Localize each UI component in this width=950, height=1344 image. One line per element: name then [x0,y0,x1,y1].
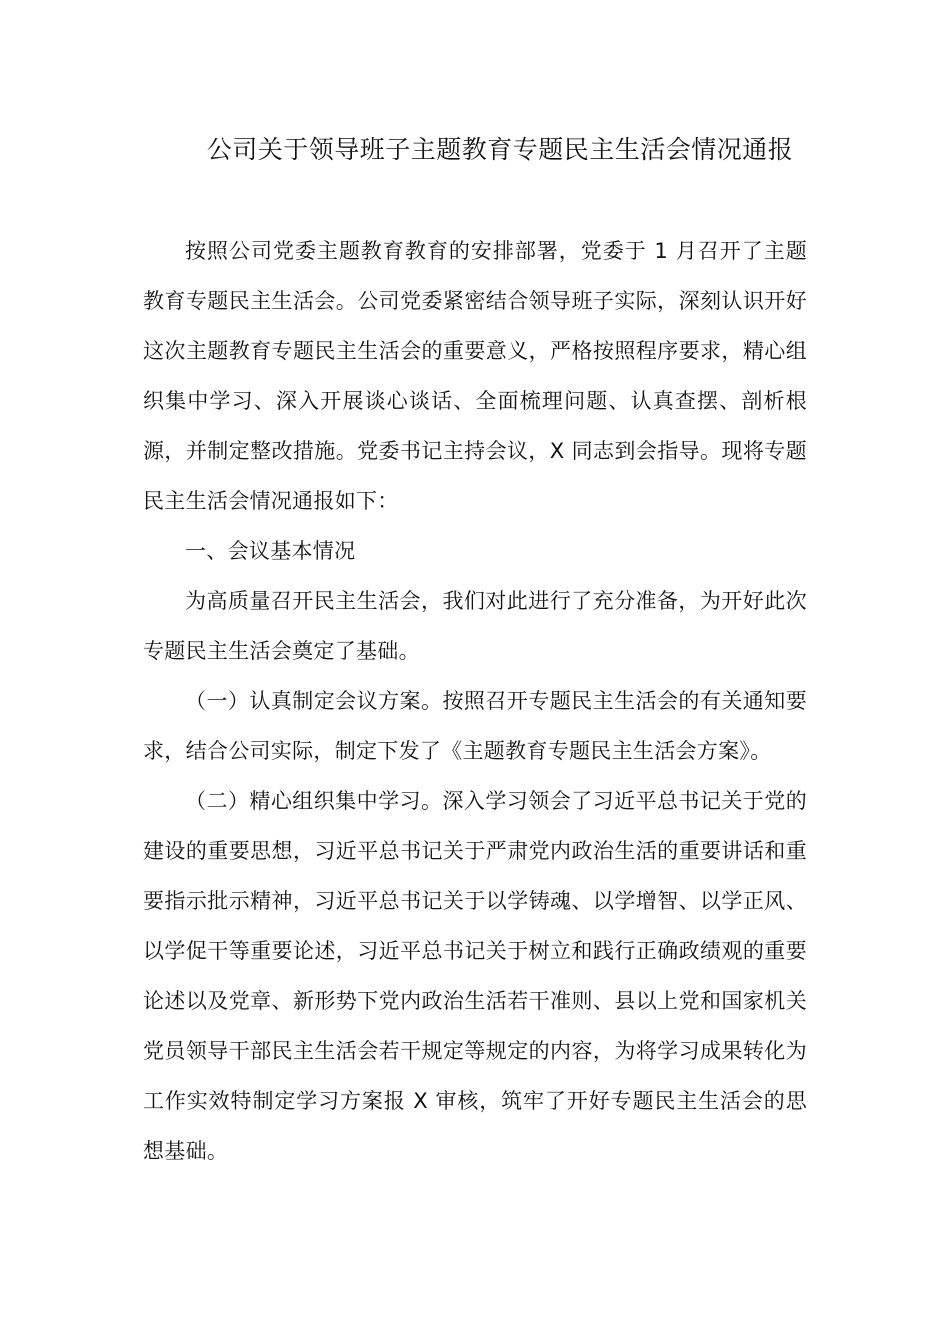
section-heading-1: 一、会议基本情况 [185,539,356,563]
paragraph-item-1: （一）认真制定会议方案。按照召开专题民主生活会的有关通知要求，结合公司实际，制定下发了《主题教育专题民主生活会方案》。 [143,689,807,763]
paragraph-item-2: （二）精心组织集中学习。深入学习领会了习近平总书记关于党的建设的重要思想，习近平总书记关于严肃党内政治生活的重要讲话和重要指示批示精神，习近平总书记关于以学铸魂、以学增智、以学正风、以学促干等重要论述，习近平总书记关于树立和践行正确政绩观的重要论述以及党章、新形势下党内政治生活若干准则、县以上党和国家机关党员领导干部民主生活会若干规定等规定的内容，为将学习成果转化为工作实效特制定学习方案报 X 审核，筑牢了开好专题民主生活会的思想基础。 [143,789,807,1163]
paragraph-preparation: 为高质量召开民主生活会，我们对此进行了充分准备，为开好此次专题民主生活会奠定了基础。 [143,589,807,663]
paragraph-intro: 按照公司党委主题教育教育的安排部署，党委于 1 月召开了主题教育专题民主生活会。公司党委紧密结合领导班子实际，深刻认识开好这次主题教育专题民主生活会的重要意义，严格按照程序要求，精心组织集中学习、深入开展谈心谈话、全面梳理问题、认真查摆、剖析根源，并制定整改措施。党委书记主持会议，X 同志到会指导。现将专题民主生活会情况通报如下： [143,239,807,513]
document-title: 公司关于领导班子主题教育专题民主生活会情况通报 [206,135,794,164]
document-body [143,226,807,1176]
